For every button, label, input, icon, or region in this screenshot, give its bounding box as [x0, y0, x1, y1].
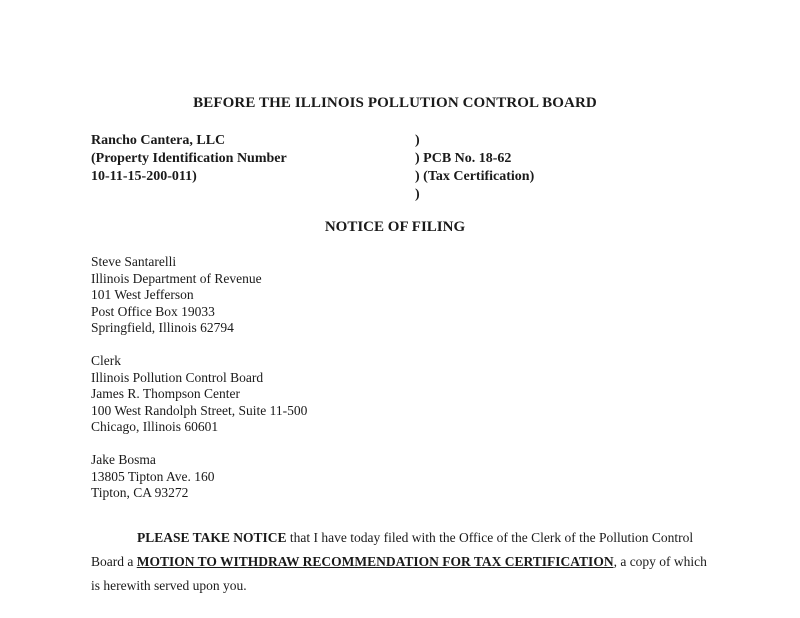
address-line: Chicago, Illinois 60601	[91, 419, 219, 434]
address-line: Jake Bosma	[91, 452, 156, 467]
caption-bracket: )	[415, 187, 420, 202]
board-title: BEFORE THE ILLINOIS POLLUTION CONTROL BOARD	[193, 95, 597, 111]
case-caption-number	[415, 132, 534, 204]
address-line: 101 West Jefferson	[91, 287, 194, 302]
address-line: Springfield, Illinois 62794	[91, 320, 234, 335]
party-name: Rancho Cantera, LLC	[91, 133, 226, 148]
caption-bracket: )	[415, 133, 420, 148]
address-line: 100 West Randolph Street, Suite 11-500	[91, 402, 308, 418]
case-type: ) (Tax Certification)	[415, 169, 535, 184]
pcb-number: ) PCB No. 18-62	[415, 151, 512, 166]
property-id-number: 10-11-15-200-011)	[91, 169, 197, 184]
address-line: Clerk	[91, 353, 121, 368]
recipient-address	[91, 452, 215, 502]
notice-paragraph	[91, 526, 711, 598]
property-id-label: (Property Identification Number	[91, 151, 287, 166]
address-line: 13805 Tipton Ave. 160	[91, 468, 215, 484]
recipient-address	[91, 353, 307, 436]
notice-heading: NOTICE OF FILING	[324, 219, 466, 235]
case-caption-party	[91, 132, 287, 186]
notice-text-end: , a copy of which is herewith served upon you.	[91, 554, 707, 593]
address-line: Tipton, CA 93272	[91, 485, 189, 500]
notice-lead: PLEASE TAKE NOTICE	[137, 530, 287, 545]
notice-text: that I have today filed with the Office of the Clerk of the Pollution Control Board a	[91, 530, 694, 569]
motion-title: MOTION TO WITHDRAW RECOMMENDATION FOR TAX CERTIFICATION	[136, 554, 614, 569]
recipient-address	[91, 254, 262, 337]
address-line: Illinois Department of Revenue	[91, 270, 262, 286]
address-line: James R. Thompson Center	[91, 386, 240, 401]
address-line: Steve Santarelli	[91, 254, 177, 269]
address-line: Post Office Box 19033	[91, 303, 215, 319]
address-line: Illinois Pollution Control Board	[91, 369, 264, 385]
